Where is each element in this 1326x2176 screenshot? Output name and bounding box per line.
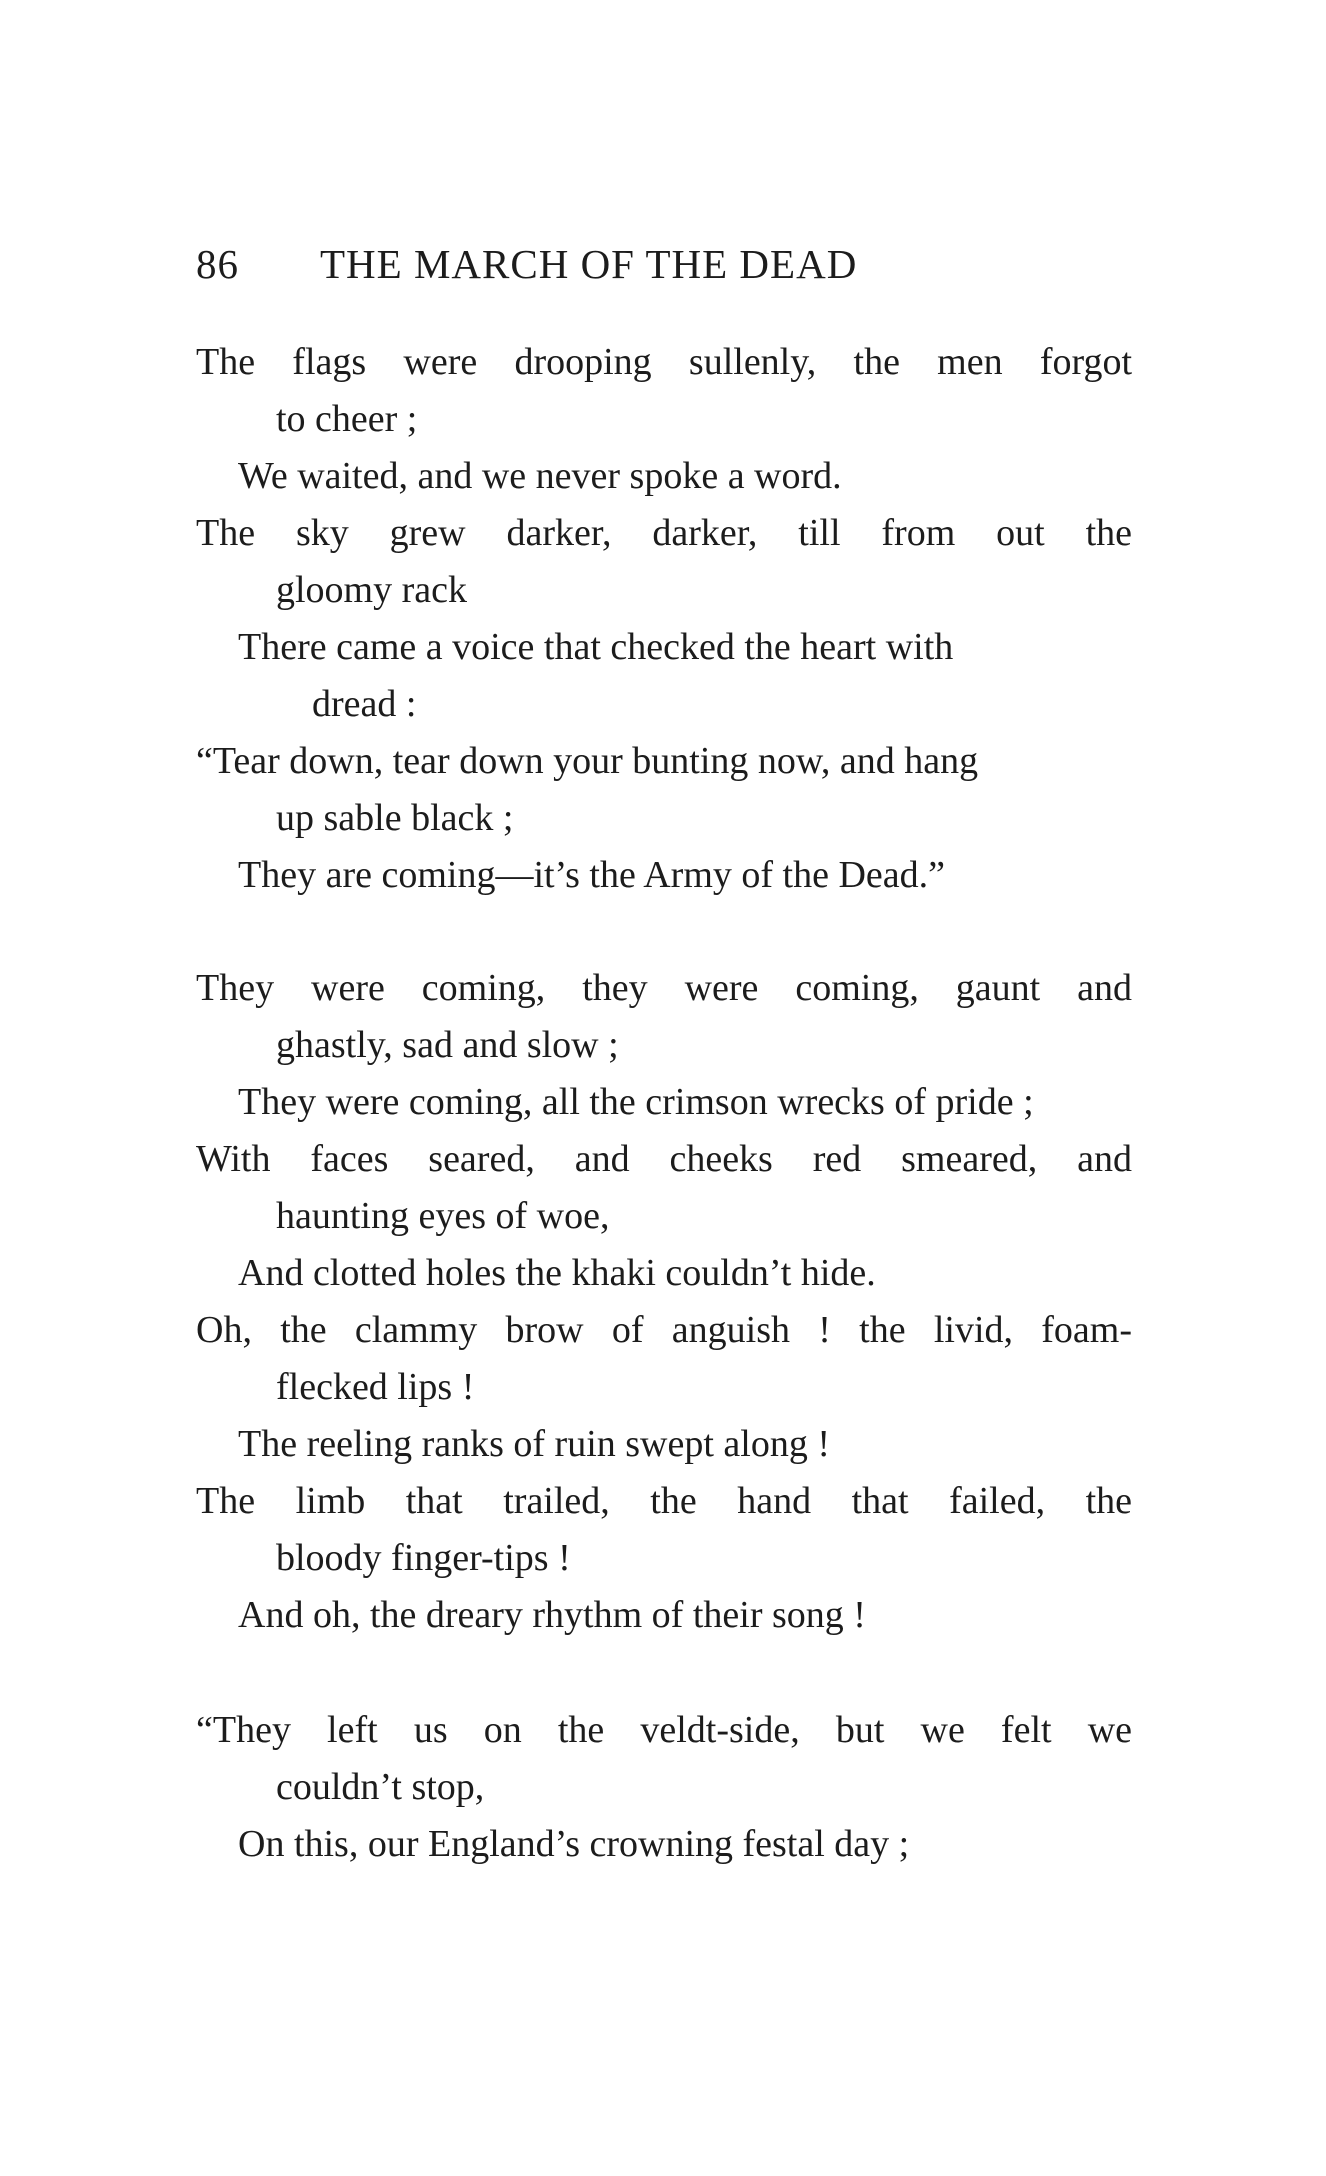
verse-line: flecked lips !: [276, 1366, 475, 1408]
verse-line: The flags were drooping sullenly, the men forgot: [196, 341, 1132, 383]
verse-line: up sable black ;: [276, 797, 514, 839]
stanza-2: [196, 960, 1136, 1644]
verse-line: The sky grew darker, darker, till from out the: [196, 512, 1132, 554]
verse-line: dread :: [312, 683, 417, 725]
verse-line: With faces seared, and cheeks red smeared, and: [196, 1138, 1132, 1180]
verse-line: And oh, the dreary rhythm of their song !: [238, 1594, 866, 1636]
verse-line: There came a voice that checked the heart with: [238, 626, 954, 668]
verse-line: The limb that trailed, the hand that failed, the: [196, 1480, 1132, 1522]
verse-line: couldn’t stop,: [276, 1766, 485, 1808]
page-number: 86: [196, 241, 239, 287]
verse-line: ghastly, sad and slow ;: [276, 1024, 619, 1066]
verse-line: And clotted holes the khaki couldn’t hide.: [238, 1252, 876, 1294]
page-header: [196, 240, 1146, 300]
verse-line: “Tear down, tear down your bunting now, and hang: [196, 740, 979, 782]
running-title: THE MARCH OF THE DEAD: [320, 241, 858, 287]
verse-line: bloody finger-tips !: [276, 1537, 571, 1579]
verse-line: They are coming—it’s the Army of the Dead.”: [238, 854, 946, 896]
verse-line: to cheer ;: [276, 398, 418, 440]
verse-line: On this, our England’s crowning festal day ;: [238, 1823, 910, 1865]
verse-line: They were coming, they were coming, gaunt and: [196, 967, 1132, 1009]
stanza-3: [196, 1702, 1136, 1873]
verse-line: Oh, the clammy brow of anguish ! the livid, foam-: [196, 1309, 1132, 1351]
verse-line: The reeling ranks of ruin swept along !: [238, 1423, 830, 1465]
stanza-1: [196, 334, 1136, 904]
verse-line: We waited, and we never spoke a word.: [238, 455, 842, 497]
verse-line: gloomy rack: [276, 569, 468, 611]
verse-line: “They left us on the veldt-side, but we felt we: [196, 1709, 1132, 1751]
verse-line: haunting eyes of woe,: [276, 1195, 610, 1237]
verse-line: They were coming, all the crimson wrecks of pride ;: [238, 1081, 1034, 1123]
